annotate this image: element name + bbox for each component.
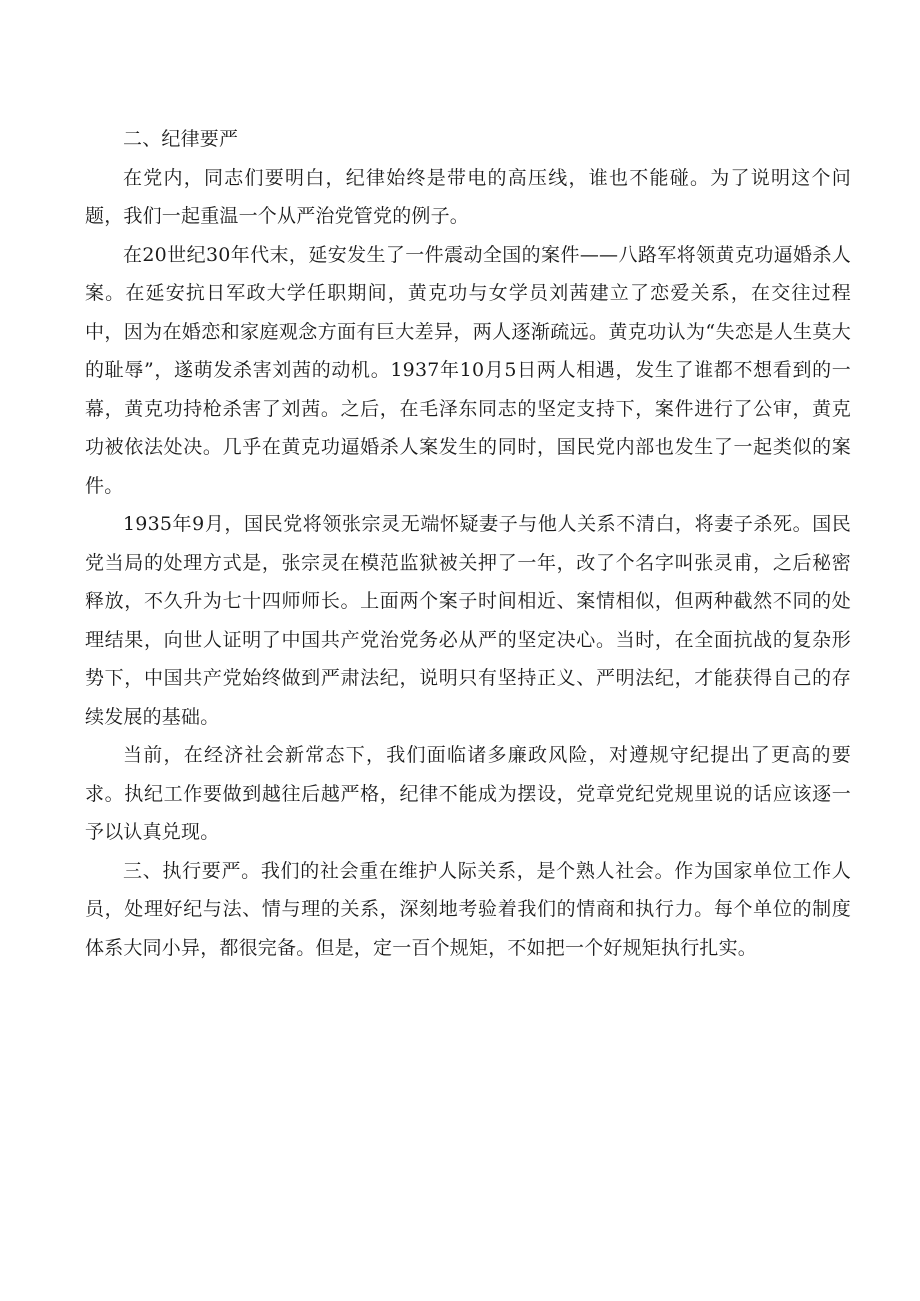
document-page — [85, 120, 851, 967]
section-heading-execution: 三、执行要严。我们的社会重在维护人际关系，是个熟人社会。作为国家单位工作人员，处理好纪与法、情与理的关系，深刻地考验着我们的情商和执行力。每个单位的制度体系大同小异，都很完备。但是，定一百个规矩，不如把一个好规矩执行扎实。 — [85, 859, 851, 959]
paragraph-current-situation: 当前，在经济社会新常态下，我们面临诸多廉政风险，对遵规守纪提出了更高的要求。执纪工作要做到越往后越严格，纪律不能成为摆设，党章党纪党规里说的话应该逐一予以认真兑现。 — [85, 744, 851, 843]
paragraph-huang-kegong-case: 在20世纪30年代末，延安发生了一件震动全国的案件——八路军将领黄克功逼婚杀人案。在延安抗日军政大学任职期间，黄克功与女学员刘茜建立了恋爱关系，在交往过程中，因为在婚恋和家庭观念方面有巨大差异，两人逐渐疏远。黄克功认为“失恋是人生莫大的耻辱”，遂萌发杀害刘茜的动机。1937年10月5日两人相遇，发生了谁都不想看到的一幕，黄克功持枪杀害了刘茜。之后，在毛泽东同志的坚定支持下，案件进行了公审，黄克功被依法处决。几乎在黄克功逼婚杀人案发生的同时，国民党内部也发生了一起类似的案件。 — [85, 243, 851, 497]
paragraph-intro: 在党内，同志们要明白，纪律始终是带电的高压线，谁也不能碰。为了说明这个问题，我们一起重温一个从严治党管党的例子。 — [85, 166, 851, 227]
section-heading-discipline: 二、纪律要严 — [123, 128, 239, 150]
paragraph-zhang-zongling-case: 1935年9月，国民党将领张宗灵无端怀疑妻子与他人关系不清白，将妻子杀死。国民党当局的处理方式是，张宗灵在模范监狱被关押了一年，改了个名字叫张灵甫，之后秘密释放，不久升为七十四师师长。上面两个案子时间相近、案情相似，但两种截然不同的处理结果，向世人证明了中国共产党治党务必从严的坚定决心。当时，在全面抗战的复杂形势下，中国共产党始终做到严肃法纪，说明只有坚持正义、严明法纪，才能获得自己的存续发展的基础。 — [85, 513, 851, 728]
